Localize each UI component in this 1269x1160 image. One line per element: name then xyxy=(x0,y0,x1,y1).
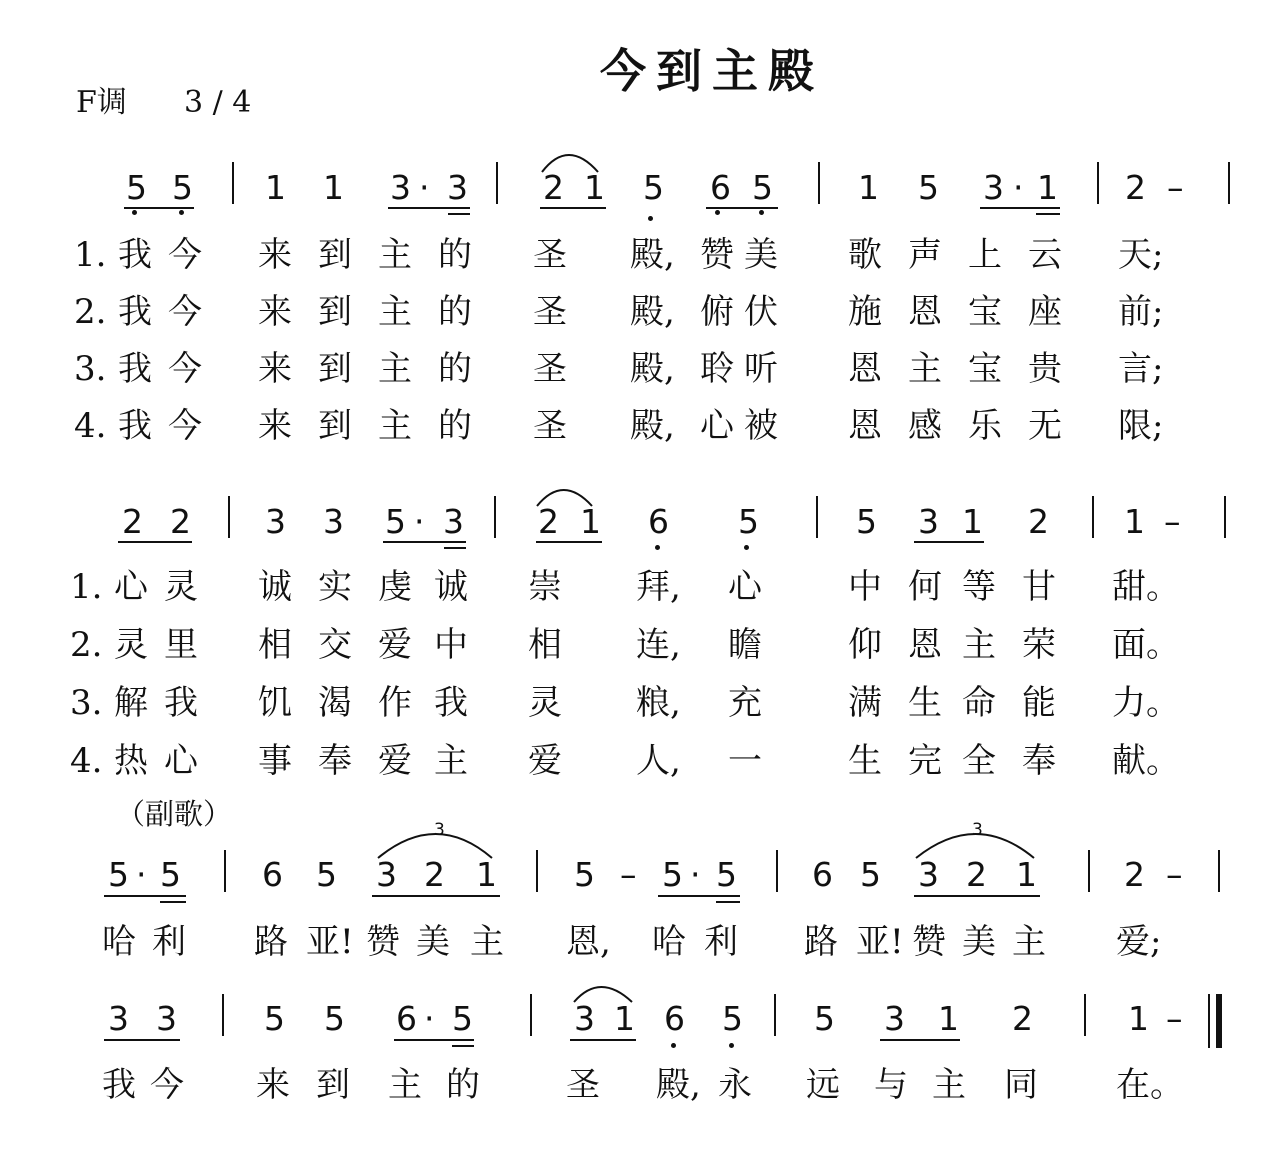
lyric: 来 xyxy=(258,292,292,332)
lyric: 主 xyxy=(908,349,942,389)
lyric: 同 xyxy=(1004,1065,1038,1105)
lyric: 哈 xyxy=(102,922,136,962)
lyric: 生 xyxy=(908,683,942,723)
note: 5 xyxy=(722,999,743,1038)
note: 3 xyxy=(447,168,468,207)
note: 5 xyxy=(316,855,337,894)
note: 2 xyxy=(543,168,564,207)
lyric: 限; xyxy=(1118,406,1164,446)
note: 5 xyxy=(264,999,285,1038)
lyric: 诚 xyxy=(434,567,468,607)
lyric: 灵 xyxy=(114,625,148,665)
note: 1 xyxy=(1016,855,1037,894)
lyric: 美 xyxy=(962,922,996,962)
lyric: 到 xyxy=(318,349,352,389)
lyric: 献。 xyxy=(1112,741,1180,781)
verse-number: 2. xyxy=(74,292,107,332)
lyric: 我 xyxy=(118,349,152,389)
note: 3 xyxy=(265,502,286,541)
time-signature: 3 / 4 xyxy=(184,85,252,120)
lyric: 听 xyxy=(744,349,778,389)
lyric: 恩 xyxy=(908,625,942,665)
lyric: 我 xyxy=(164,683,198,723)
lyric: 我 xyxy=(118,235,152,275)
lyric: 上 xyxy=(968,235,1002,275)
lyric: 我 xyxy=(434,683,468,723)
lyric: 到 xyxy=(318,235,352,275)
lyric: 我 xyxy=(118,292,152,332)
lyric: 美 xyxy=(744,235,778,275)
lyric: 充 xyxy=(728,683,762,723)
lyric: 的 xyxy=(438,406,472,446)
lyric: 圣 xyxy=(533,406,567,446)
lyric: 主 xyxy=(962,625,996,665)
chorus-label: （副歌） xyxy=(116,797,233,831)
lyric: 的 xyxy=(446,1065,480,1105)
verse-number: 4. xyxy=(70,741,103,781)
lyric: 作 xyxy=(378,683,412,723)
augmentation-dot: · xyxy=(419,168,430,207)
lyric: 的 xyxy=(438,292,472,332)
lyric: 前; xyxy=(1118,292,1164,332)
lyric: 崇 xyxy=(528,567,562,607)
note: 3 xyxy=(884,999,905,1038)
lyric: 我 xyxy=(102,1065,136,1105)
note: 1 xyxy=(584,168,605,207)
lyric: 云 xyxy=(1028,235,1062,275)
lyric: 爱 xyxy=(528,741,562,781)
note: 2 xyxy=(1012,999,1033,1038)
lyric: 心 xyxy=(700,406,734,446)
lyric: 俯 xyxy=(700,292,734,332)
note: 3 xyxy=(156,999,177,1038)
lyric: 诚 xyxy=(258,567,292,607)
note: 6 xyxy=(710,168,731,207)
lyric: 路 xyxy=(804,922,838,962)
lyric: 利 xyxy=(704,922,738,962)
lyric: 爱 xyxy=(378,741,412,781)
verse-number: 1. xyxy=(74,235,107,275)
lyric: 恩 xyxy=(908,292,942,332)
lyric: 面。 xyxy=(1112,625,1180,665)
lyric: 主 xyxy=(434,741,468,781)
note: 5 xyxy=(324,999,345,1038)
note: 5 xyxy=(716,855,737,894)
lyric: 主 xyxy=(378,406,412,446)
note: 3 xyxy=(918,502,939,541)
lyric: 亚! xyxy=(306,922,354,962)
lyric: 甜。 xyxy=(1112,567,1180,607)
lyric: 连, xyxy=(636,625,681,665)
lyric: 赞 xyxy=(366,922,400,962)
lyric: 主 xyxy=(378,292,412,332)
lyric: 相 xyxy=(258,625,292,665)
lyric: 与 xyxy=(874,1065,908,1105)
lyric: 无 xyxy=(1028,406,1062,446)
lyric: 主 xyxy=(378,235,412,275)
triplet-mark: 3 xyxy=(434,820,445,840)
note: 5 xyxy=(752,168,773,207)
lyric: 虔 xyxy=(378,567,412,607)
lyric: 声 xyxy=(908,235,942,275)
note: 1 xyxy=(614,999,635,1038)
lyric: 今 xyxy=(168,235,202,275)
note: 1 xyxy=(1128,999,1149,1038)
lyric: 解 xyxy=(114,683,148,723)
dash: – xyxy=(1167,168,1184,207)
lyric: 哈 xyxy=(652,922,686,962)
lyric: 爱 xyxy=(378,625,412,665)
lyric: 生 xyxy=(848,741,882,781)
lyric: 我 xyxy=(118,406,152,446)
lyric: 感 xyxy=(908,406,942,446)
note: 1 xyxy=(265,168,286,207)
lyric: 今 xyxy=(168,292,202,332)
note: 6 xyxy=(262,855,283,894)
lyric: 何 xyxy=(908,567,942,607)
augmentation-dot: · xyxy=(424,999,435,1038)
lyric: 力。 xyxy=(1112,683,1180,723)
lyric: 的 xyxy=(438,349,472,389)
note: 2 xyxy=(122,502,143,541)
lyric: 言; xyxy=(1118,349,1164,389)
lyric: 的 xyxy=(438,235,472,275)
lyric: 命 xyxy=(962,683,996,723)
dash: – xyxy=(1166,855,1183,894)
lyric: 圣 xyxy=(533,292,567,332)
lyric: 来 xyxy=(258,406,292,446)
lyric: 一 xyxy=(728,741,762,781)
lyric: 全 xyxy=(962,741,996,781)
note: 5 xyxy=(574,855,595,894)
note: 2 xyxy=(1124,855,1145,894)
triplet-slur xyxy=(378,834,492,858)
lyric: 里 xyxy=(164,625,198,665)
lyric: 今 xyxy=(168,406,202,446)
note: 3 xyxy=(574,999,595,1038)
lyric: 到 xyxy=(318,406,352,446)
lyric: 主 xyxy=(932,1065,966,1105)
lyric: 圣 xyxy=(533,235,567,275)
lyric: 来 xyxy=(258,349,292,389)
lyric: 恩 xyxy=(848,406,882,446)
verse-number: 1. xyxy=(70,567,103,607)
note: 5 xyxy=(662,855,683,894)
lyric: 在。 xyxy=(1116,1065,1184,1105)
note: 1 xyxy=(858,168,879,207)
note: 3 xyxy=(376,855,397,894)
lyric: 美 xyxy=(416,922,450,962)
triplet-mark: 3 xyxy=(972,820,983,840)
lyric: 殿, xyxy=(630,349,675,389)
lyric: 奉 xyxy=(1022,741,1056,781)
lyric: 今 xyxy=(150,1065,184,1105)
lyric: 主 xyxy=(388,1065,422,1105)
note: 6 xyxy=(664,999,685,1038)
note: 3 xyxy=(323,502,344,541)
note: 2 xyxy=(170,502,191,541)
lyric: 圣 xyxy=(566,1065,600,1105)
lyric: 来 xyxy=(258,235,292,275)
lyric: 利 xyxy=(152,922,186,962)
lyric: 来 xyxy=(256,1065,290,1105)
slur-arc xyxy=(574,987,632,1002)
lyric: 实 xyxy=(318,567,352,607)
lyric: 殿, xyxy=(630,406,675,446)
lyric: 中 xyxy=(434,625,468,665)
note: 6 xyxy=(812,855,833,894)
lyric: 殿, xyxy=(630,292,675,332)
lyric: 主 xyxy=(470,922,504,962)
verse-number: 4. xyxy=(74,406,107,446)
note: 2 xyxy=(966,855,987,894)
lyric: 殿, xyxy=(656,1065,701,1105)
note: 5 xyxy=(108,855,129,894)
lyric: 远 xyxy=(806,1065,840,1105)
augmentation-dot: · xyxy=(690,855,701,894)
note: 3 xyxy=(983,168,1004,207)
lyric: 恩, xyxy=(566,922,611,962)
augmentation-dot: · xyxy=(136,855,147,894)
note: 2 xyxy=(424,855,445,894)
lyric: 事 xyxy=(258,741,292,781)
lyric: 恩 xyxy=(848,349,882,389)
lyric: 等 xyxy=(962,567,996,607)
lyric: 路 xyxy=(254,922,288,962)
note: 5 xyxy=(918,168,939,207)
lyric: 到 xyxy=(318,292,352,332)
lyric: 完 xyxy=(908,741,942,781)
lyric: 座 xyxy=(1028,292,1062,332)
lyric: 仰 xyxy=(848,625,882,665)
lyric: 爱; xyxy=(1116,922,1162,962)
lyric: 主 xyxy=(378,349,412,389)
note: 5 xyxy=(814,999,835,1038)
note: 1 xyxy=(476,855,497,894)
lyric: 圣 xyxy=(533,349,567,389)
key-signature: F调 xyxy=(76,85,127,120)
lyric: 能 xyxy=(1022,683,1056,723)
augmentation-dot: · xyxy=(1013,168,1024,207)
lyric: 相 xyxy=(528,625,562,665)
lyric: 心 xyxy=(114,567,148,607)
lyric: 贵 xyxy=(1028,349,1062,389)
lyric: 甘 xyxy=(1022,567,1056,607)
slur-arc xyxy=(542,155,598,172)
slur-arc xyxy=(537,490,592,506)
note: 1 xyxy=(1037,168,1058,207)
lyric: 交 xyxy=(318,625,352,665)
dash: – xyxy=(1164,502,1181,541)
note: 5 xyxy=(643,168,664,207)
note: 1 xyxy=(938,999,959,1038)
lyric: 心 xyxy=(164,741,198,781)
note: 5 xyxy=(452,999,473,1038)
lyric: 赞 xyxy=(912,922,946,962)
lyric: 主 xyxy=(1012,922,1046,962)
note: 2 xyxy=(1125,168,1146,207)
note: 6 xyxy=(648,502,669,541)
lyric: 宝 xyxy=(968,292,1002,332)
lyric: 瞻 xyxy=(728,625,762,665)
lyric: 聆 xyxy=(700,349,734,389)
note: 5 xyxy=(856,502,877,541)
lyric: 满 xyxy=(848,683,882,723)
lyric: 中 xyxy=(848,567,882,607)
triplet-slur xyxy=(916,834,1034,858)
note: 1 xyxy=(1124,502,1145,541)
lyric: 乐 xyxy=(968,406,1002,446)
lyric: 永 xyxy=(718,1065,752,1105)
note: 5 xyxy=(860,855,881,894)
lyric: 热 xyxy=(114,741,148,781)
lyric: 殿, xyxy=(630,235,675,275)
lyric: 奉 xyxy=(318,741,352,781)
note: 1 xyxy=(323,168,344,207)
lyric: 到 xyxy=(316,1065,350,1105)
note: 6 xyxy=(396,999,417,1038)
lyric: 渴 xyxy=(318,683,352,723)
verse-number: 2. xyxy=(70,625,103,665)
lyric: 天; xyxy=(1118,235,1164,275)
note: 3 xyxy=(390,168,411,207)
lyric: 被 xyxy=(744,406,778,446)
lyric: 灵 xyxy=(164,567,198,607)
lyric: 拜, xyxy=(636,567,681,607)
lyric: 灵 xyxy=(528,683,562,723)
augmentation-dot: · xyxy=(414,502,425,541)
note: 5 xyxy=(738,502,759,541)
lyric: 伏 xyxy=(744,292,778,332)
lyric: 施 xyxy=(848,292,882,332)
verse-number: 3. xyxy=(70,683,103,723)
note: 3 xyxy=(918,855,939,894)
page-title: 今到主殿 xyxy=(600,44,824,98)
lyric: 歌 xyxy=(848,235,882,275)
lyric: 赞 xyxy=(700,235,734,275)
lyric: 荣 xyxy=(1022,625,1056,665)
dash: – xyxy=(620,855,637,894)
lyric: 亚! xyxy=(856,922,904,962)
dash: – xyxy=(1166,999,1183,1038)
note: 3 xyxy=(108,999,129,1038)
lyric: 心 xyxy=(728,567,762,607)
lyric: 今 xyxy=(168,349,202,389)
verse-number: 3. xyxy=(74,349,107,389)
lyric: 饥 xyxy=(258,683,292,723)
note: 2 xyxy=(538,502,559,541)
note: 5 xyxy=(160,855,181,894)
note: 2 xyxy=(1028,502,1049,541)
note: 1 xyxy=(580,502,601,541)
note: 3 xyxy=(443,502,464,541)
lyric: 人, xyxy=(636,741,681,781)
lyric: 粮, xyxy=(636,683,681,723)
note: 5 xyxy=(172,168,193,207)
note: 1 xyxy=(962,502,983,541)
lyric: 宝 xyxy=(968,349,1002,389)
note: 5 xyxy=(126,168,147,207)
note: 5 xyxy=(385,502,406,541)
